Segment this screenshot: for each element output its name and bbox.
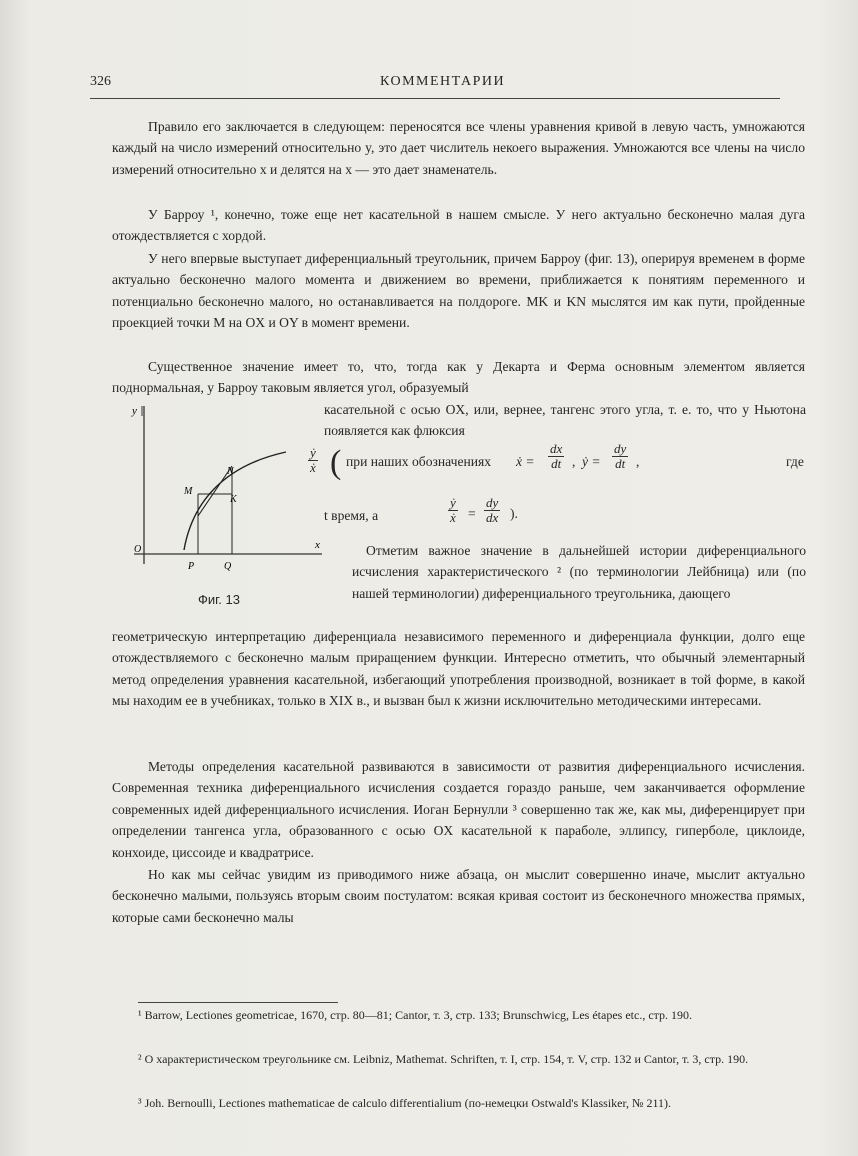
paragraph-3: У него впервые выступает диференциальный треугольник, причем Барроу (фиг. 13), оперируя временем в форме актуально бесконечно малого момента и движением во времени, приближается к понятиям переменного и потенциально бесконечно малого, но останавливается на полдороге. MK и KN мыслятся им как пути, пройденные проекцией точки M на OX и OY в момент времени. (112, 251, 805, 331)
label-O: O (134, 544, 142, 555)
figure-13-diagram (112, 394, 322, 624)
footnote-3: ³ Joh. Bernoulli, Lectiones mathematicae de calculo differentialium (по-немецки Ostwald's Klassiker, № 211). (138, 1096, 672, 1110)
paragraph-6: Методы определения касательной развиваются в зависимости от развития диференциального исчисления. Современная техника диференциального исчисления создается гораздо раньше, чем заканчивается оформление современных идей диференциального исчисления. Иоган Бернулли ³ совершенно так же, как мы, диференцирует при определении тангенса угла, образованного с осью OX касательной к параболе, эллипсу, гиперболе, циклоиде, конхоиде, циссоиде и квадратрисе. (112, 759, 805, 860)
label-K: K (230, 494, 237, 505)
paragraph-1: Правило его заключается в следующем: переносятся все члены уравнения кривой в левую часть, умножаются каждый на число измерений относительно y, это дает числитель некоего выражения. Умножаются все члены на число измерений относительно x и делятся на x — это дает знаменатель. (112, 119, 805, 177)
footnote-2: ² О характеристическом треугольнике см. Leibniz, Mathemat. Schriften, т. I, стр. 154, т. V, стр. 132 и Cantor, т. 3, стр. 190. (138, 1052, 749, 1066)
label-N: N (227, 466, 234, 477)
label-M: M (184, 486, 193, 497)
fraction-ydot-xdot: $\frac{\text{ẏ}}{\text{ẋ}}$ (310, 445, 316, 475)
fraction-dx-dt: $\frac{dx}{dt}$ (550, 441, 563, 471)
fraction-ydot-xdot-2: $\frac{\text{ẏ}}{\text{ẋ}}$ (450, 495, 456, 525)
paragraph-5-start: Отметим важное значение в дальнейшей истории диференциального исчисления характеристического ² (по терминологии Лейбница) или (по нашей терминологии) диференциального треугольника, дающего (352, 543, 806, 601)
label-x: x (315, 539, 320, 551)
fluxion-formula: ( $\frac{\text{ẏ}}{\text{ẋ}}$ при наших обозначениях ẋ = $\frac{dx}{dt}$ , ẏ = $\frac{dy}{dt}$ , где t время, а $\frac{\text{ẏ}}{\text{ẋ}}$ = $\frac{dy}{dx}$ ). (310, 441, 804, 525)
label-y: y (132, 405, 137, 417)
paragraph-4-start: Существенное значение имеет то, что, тогда как у Декарта и Ферма основным элементом является поднормальная, у Барроу таковым является угол, образуемый (112, 359, 805, 396)
running-title: КОММЕНТАРИИ (380, 74, 506, 89)
fraction-dy-dt: $\frac{dy}{dt}$ (614, 441, 627, 471)
figure-caption: Фиг. 13 (198, 592, 240, 607)
label-P: P (188, 561, 195, 572)
footnote-rule (138, 1002, 338, 1003)
paragraph-5-cont: геометрическую интерпретацию диференциала независимого переменного и диференциала функции, долго еще отождествляемого с бесконечно малым приращением функции. Интересно отметить, что обычный элементарный метод определения уравнения касательной, избегающий употребления производной, возникает в той форме, в какой мы находим ее в учебниках, только в XIX в., и вызван был к жизни исключительно методическими интересами. (112, 629, 805, 709)
header-rule (90, 98, 780, 99)
paragraph-4-cont: касательной с осью OX, или, вернее, тангенс этого угла, т. е. то, что у Ньютона появляется как флюксия (324, 402, 806, 439)
fraction-dy-dx: $\frac{dy}{dx}$ (486, 495, 499, 525)
page-number: 326 (90, 74, 111, 89)
paragraph-7: Но как мы сейчас увидим из приводимого ниже абзаца, он мыслит совершенно иначе, мыслит актуально бесконечно малыми, пользуясь вторым своим постулатом: всякая кривая состоит из бесконечного множества прямых, которые сами бесконечно малы (112, 867, 805, 925)
paragraph-2: У Барроу ¹, конечно, тоже еще нет касательной в нашем смысле. У него актуально бесконечно малая дуга отождествляется с хордой. (112, 207, 805, 244)
label-Q: Q (224, 561, 232, 572)
footnote-1: ¹ Barrow, Lectiones geometricae, 1670, стр. 80—81; Cantor, т. 3, стр. 133; Brunschwicg, Les étapes etc., стр. 190. (138, 1008, 693, 1022)
